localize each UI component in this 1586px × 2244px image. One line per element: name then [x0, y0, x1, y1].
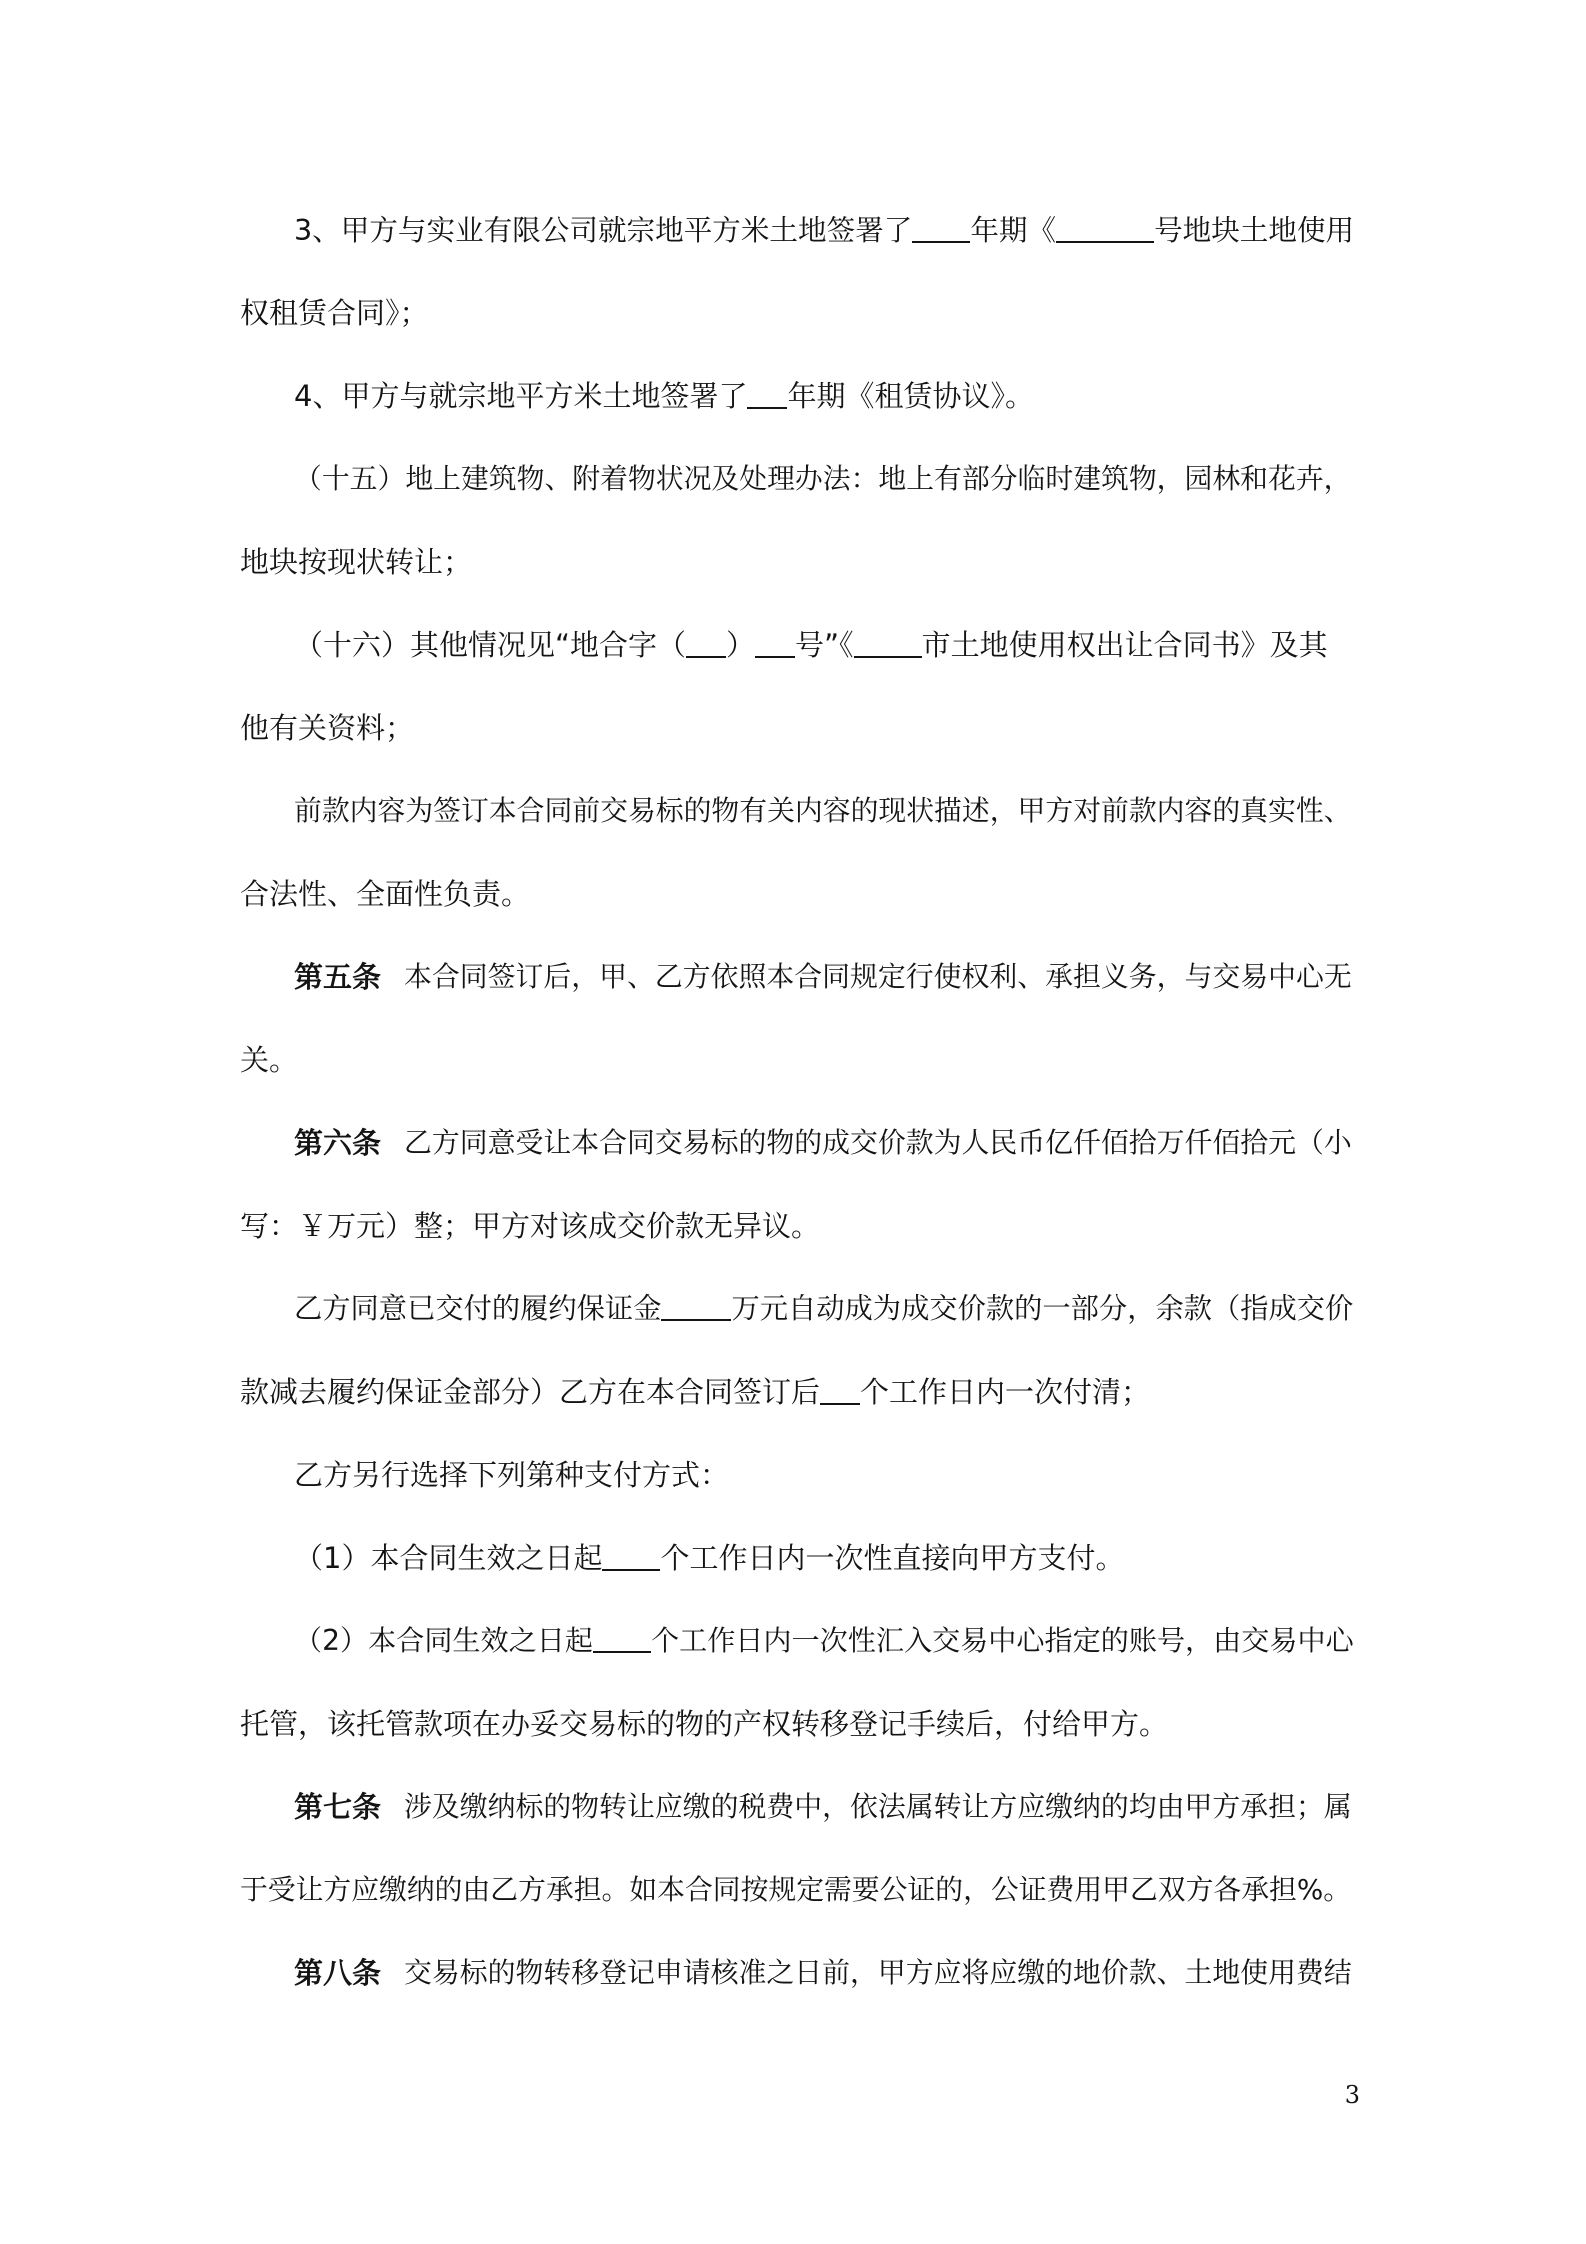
- blank-underline: [820, 1377, 860, 1405]
- text-segment: 4、甲方与就宗地平方米土地签署了: [294, 379, 748, 413]
- text-segment: （1）本合同生效之日起: [294, 1541, 603, 1575]
- body-line: [0, 1196, 1586, 1256]
- line-text: 前款内容为签订本合同前交易标的物有关内容的现状描述，甲方对前款内容的真实性、: [294, 794, 1352, 827]
- line-text: 权租赁合同》；: [240, 296, 429, 330]
- body-line: [0, 532, 1586, 592]
- line-text: 交易标的物转移登记申请核准之日前，甲方应将应缴的地价款、土地使用费结: [404, 1956, 1352, 1989]
- text-segment: 个工作日内一次性直接向甲方支付。: [660, 1541, 1125, 1575]
- article-line: [0, 1113, 1586, 1173]
- body-line: [0, 781, 1586, 841]
- article-line: [0, 1943, 1586, 2003]
- text-segment: 年期《: [970, 213, 1057, 247]
- blank-underline: [747, 381, 787, 409]
- line-text: [240, 1362, 1150, 1422]
- line-text: [294, 1611, 1354, 1671]
- line-text: [294, 1528, 1124, 1588]
- body-line: [0, 1860, 1586, 1920]
- article-label: 第八条: [294, 1956, 382, 1990]
- body-line: [0, 1030, 1586, 1090]
- line-text: [294, 366, 1034, 426]
- page-number: 3: [1344, 2081, 1360, 2109]
- text-segment: （2）本合同生效之日起: [294, 1624, 593, 1657]
- line-text: 他有关资料；: [240, 711, 415, 745]
- blank-underline: [1056, 216, 1154, 244]
- line-text: 乙方同意受让本合同交易标的物的成交价款为人民币亿仟佰拾万仟佰拾元（小: [404, 1126, 1352, 1159]
- body-line: [0, 615, 1586, 675]
- blank-underline: [854, 630, 922, 658]
- blank-underline: [661, 1294, 731, 1321]
- body-line: [0, 1694, 1586, 1754]
- body-line: [0, 1445, 1586, 1505]
- body-line: [0, 1362, 1586, 1422]
- article-line: [0, 947, 1586, 1007]
- body-line: [0, 698, 1586, 758]
- line-text: 合法性、全面性负责。: [240, 877, 531, 911]
- text-segment: ）: [726, 628, 756, 662]
- body-line: [0, 1279, 1586, 1339]
- text-segment: 号地块土地使用: [1154, 213, 1355, 247]
- line-text: 涉及缴纳标的物转让应缴的税费中，依法属转让方应缴纳的均由甲方承担；属: [404, 1790, 1352, 1823]
- article-line: [0, 1777, 1586, 1837]
- line-text: 于受让方应缴纳的由乙方承担。如本合同按规定需要公证的，公证费用甲乙双方各承担%。: [240, 1873, 1352, 1906]
- body-line: [0, 283, 1586, 343]
- body-line: [0, 1528, 1586, 1588]
- text-segment: 个工作日内一次付清；: [860, 1375, 1151, 1409]
- line-text: 本合同签订后，甲、乙方依照本合同规定行使权利、承担义务，与交易中心无: [404, 960, 1352, 993]
- body-line: [0, 200, 1586, 260]
- text-segment: 个工作日内一次性汇入交易中心指定的账号，由交易中心: [650, 1624, 1354, 1657]
- text-segment: （十六）其他情况见“地合字（: [294, 628, 687, 662]
- text-segment: 款减去履约保证金部分）乙方在本合同签订后: [240, 1375, 821, 1409]
- article-label: 第五条: [294, 960, 382, 994]
- article-label: 第七条: [294, 1790, 382, 1824]
- line-text: [294, 615, 1328, 675]
- line-text: [294, 200, 1354, 260]
- blank-underline: [686, 630, 726, 658]
- article-label: 第六条: [294, 1126, 382, 1160]
- text-segment: 号”《: [795, 628, 854, 662]
- text-segment: 3、甲方与实业有限公司就宗地平方米土地签署了: [294, 213, 913, 247]
- line-text: 写：￥万元）整；甲方对该成交价款无异议。: [240, 1209, 821, 1243]
- line-text: （十五）地上建筑物、附着物状况及处理办法：地上有部分临时建筑物，园林和花卉，: [294, 462, 1352, 495]
- line-text: 地块按现状转让；: [240, 545, 473, 579]
- text-segment: 市土地使用权出让合同书》及其: [921, 628, 1328, 662]
- text-segment: 年期《租赁协议》。: [787, 379, 1034, 413]
- blank-underline: [912, 216, 970, 244]
- line-text: 乙方另行选择下列第种支付方式：: [294, 1458, 730, 1492]
- blank-underline: [593, 1626, 651, 1653]
- blank-underline: [602, 1543, 660, 1571]
- body-line: [0, 449, 1586, 509]
- line-text: 托管，该托管款项在办妥交易标的物的产权转移登记手续后，付给甲方。: [240, 1707, 1169, 1741]
- body-line: [0, 366, 1586, 426]
- text-segment: 万元自动成为成交价款的一部分，余款（指成交价: [731, 1292, 1354, 1325]
- line-text: [294, 1279, 1353, 1339]
- text-segment: 乙方同意已交付的履约保证金: [294, 1292, 662, 1325]
- line-text: 关。: [240, 1043, 299, 1077]
- blank-underline: [755, 630, 795, 658]
- body-line: [0, 1611, 1586, 1671]
- body-line: [0, 864, 1586, 924]
